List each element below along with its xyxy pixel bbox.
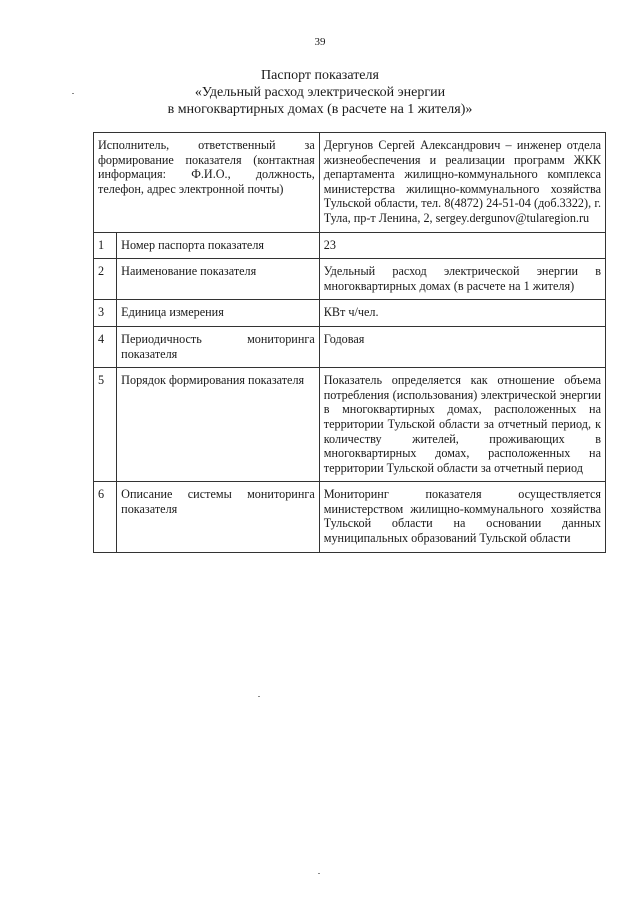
row-number: 2 xyxy=(94,259,117,300)
row-value: КВт ч/чел. xyxy=(319,300,605,327)
executor-label-cell: Исполнитель, ответственный за формирование показателя (контактная информация: Ф.И.О., должность, телефон, адрес электронной почты) xyxy=(94,133,320,233)
executor-value-cell: Дергунов Сергей Александрович – инженер отдела жизнеобеспечения и реализации программ ЖКК департамента жилищно-коммунального комплекса министерства жилищно-коммунального хозяйства Тульской области, тел. 8(4872) 24-51-04 (доб.3322), г. Тула, пр-т Ленина, 2, sergey.dergunov@tularegion.ru xyxy=(319,133,605,233)
row-label: Номер паспорта показателя xyxy=(117,232,320,259)
row-value: 23 xyxy=(319,232,605,259)
row-value: Мониторинг показателя осуществляется министерством жилищно-коммунального хозяйства Тульской области на основании данных муниципальных образований Тульской области xyxy=(319,482,605,552)
table-row xyxy=(94,368,606,482)
scan-speck xyxy=(258,696,260,697)
table-row xyxy=(94,259,606,300)
row-value: Показатель определяется как отношение объема потребления (использования) электрической энергии в многоквартирных домах, расположенных на территории Тульской области за отчетный период, к количеству жителей, проживающих в многоквартирных домах, расположенных на территории Тульской области за отчетный период xyxy=(319,368,605,482)
table-row-header xyxy=(94,133,606,233)
row-label: Единица измерения xyxy=(117,300,320,327)
row-label: Описание системы мониторинга показателя xyxy=(117,482,320,552)
document-title xyxy=(0,67,640,118)
scan-speck xyxy=(72,93,74,94)
title-line-1: Паспорт показателя xyxy=(261,68,379,83)
row-number: 1 xyxy=(94,232,117,259)
row-label: Наименование показателя xyxy=(117,259,320,300)
title-line-2: «Удельный расход электрической энергии xyxy=(194,85,446,100)
page-number: 39 xyxy=(314,36,326,48)
row-label: Порядок формирования показателя xyxy=(117,368,320,482)
row-label: Периодичность мониторинга показателя xyxy=(117,326,320,367)
row-number: 5 xyxy=(94,368,117,482)
row-value: Годовая xyxy=(319,326,605,367)
table-row xyxy=(94,326,606,367)
row-number: 4 xyxy=(94,326,117,367)
table-row xyxy=(94,232,606,259)
row-number: 3 xyxy=(94,300,117,327)
scan-speck xyxy=(318,873,320,874)
title-line-3: в многоквартирных домах (в расчете на 1 жителя)» xyxy=(167,102,473,117)
row-value: Удельный расход электрической энергии в многоквартирных домах (в расчете на 1 жителя) xyxy=(319,259,605,300)
row-number: 6 xyxy=(94,482,117,552)
passport-table xyxy=(93,132,606,553)
table-row xyxy=(94,300,606,327)
table-row xyxy=(94,482,606,552)
